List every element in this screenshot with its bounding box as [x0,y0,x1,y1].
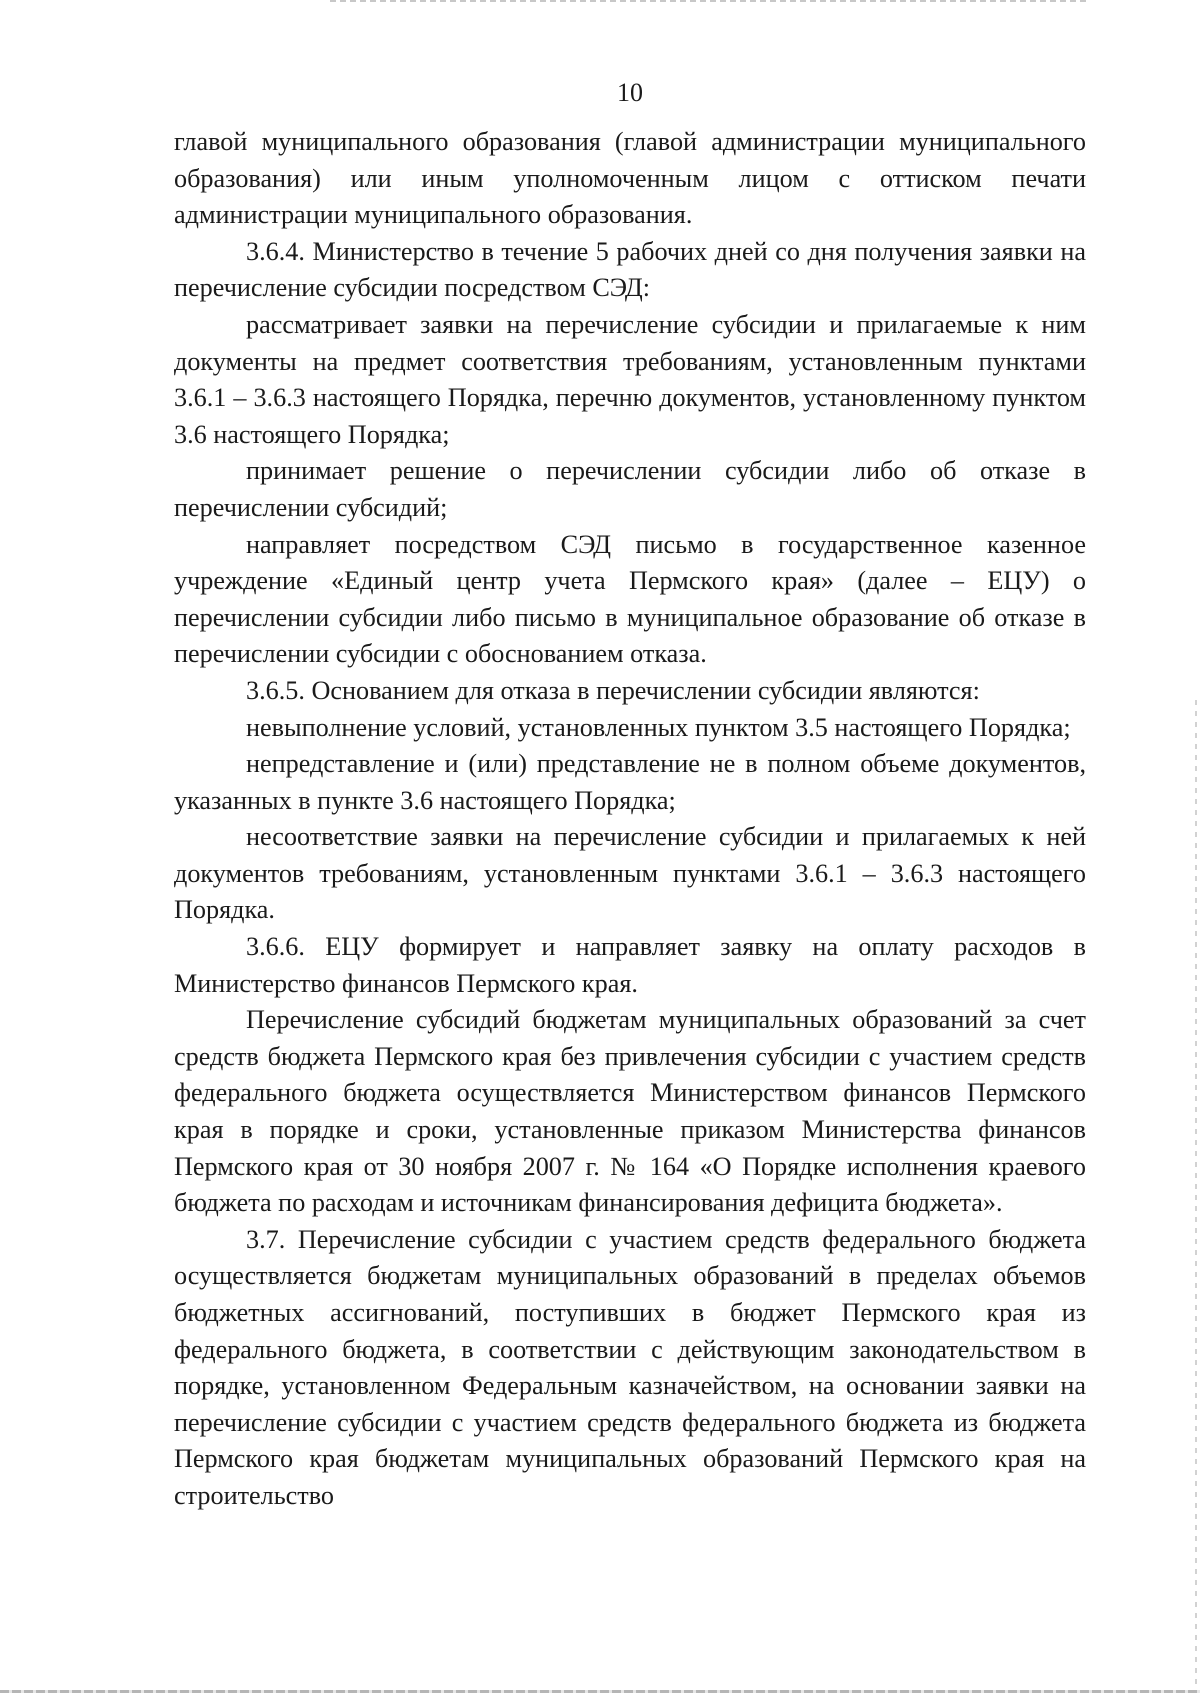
paragraph-refusal-reason-1: невыполнение условий, установленных пунктом 3.5 настоящего Порядка; [246,712,1071,742]
page-number: 10 [617,78,643,107]
paragraph-refusal-reason-3: несоответствие заявки на перечисление субсидии и прилагаемых к ней документов требованиям, установленным пунктами 3.6.1 – 3.6.3 настоящего Порядка. [174,822,1086,925]
paragraph-refusal-reason-2: непредставление и (или) представление не в полном объеме документов, указанных в пункте 3.6 настоящего Порядка; [174,749,1086,815]
scan-edge-bottom [0,1690,1200,1693]
scan-edge-right [1195,700,1197,1690]
paragraph-3-6-4: 3.6.4. Министерство в течение 5 рабочих дней со дня получения заявки на перечисление субсидии посредством СЭД: [174,236,1086,303]
paragraph-continuation: главой муниципального образования (главой администрации муниципального образования) или иным уполномоченным лицом с оттиском печати администрации муниципального образования. [174,127,1086,230]
paragraph-send-letter: направляет посредством СЭД письмо в государственное казенное учреждение «Единый центр учета Пермского края» (далее – ЕЦУ) о перечислении субсидии либо письмо в муниципальное образование об отказе в перечислении субсидии с обоснованием отказа. [174,529,1086,669]
paragraph-3-7: 3.7. Перечисление субсидии с участием средств федерального бюджета осуществляется бюджетам муниципальных образований в пределах объемов бюджетных ассигнований, поступивших в бюджет Пермского края из федерального бюджета, в соответствии с действующим законодательством в порядке, установленном Федеральным казначейством, на основании заявки на перечисление субсидии с участием средств федерального бюджета из бюджета Пермского края бюджетам муниципальных образований Пермского края на строительство [174,1224,1086,1510]
scan-edge-top [330,0,1090,2]
paragraph-transfer-regional: Перечисление субсидий бюджетам муниципальных образований за счет средств бюджета Пермского края без привлечения субсидии с участием средств федерального бюджета осуществляется Министерством финансов Пермского края в порядке и сроки, установленные приказом Министерства финансов Пермского края от 30 ноября 2007 г. № 164 «О Порядке исполнения краевого бюджета по расходам и источникам финансирования дефицита бюджета». [174,1005,1086,1218]
paragraph-decision: принимает решение о перечислении субсидии либо об отказе в перечислении субсидий; [174,456,1086,522]
paragraph-3-6-5: 3.6.5. Основанием для отказа в перечислении субсидии являются: [246,675,980,705]
paragraph-3-6-6: 3.6.6. ЕЦУ формирует и направляет заявку на оплату расходов в Министерство финансов Пермского края. [174,932,1086,998]
document-body [174,124,1086,1515]
paragraph-review-applications: рассматривает заявки на перечисление субсидии и прилагаемые к ним документы на предмет соответствия требованиям, установленным пунктами 3.6.1 – 3.6.3 настоящего Порядка, перечню документов, установленному пунктом 3.6 настоящего Порядка; [174,309,1086,449]
